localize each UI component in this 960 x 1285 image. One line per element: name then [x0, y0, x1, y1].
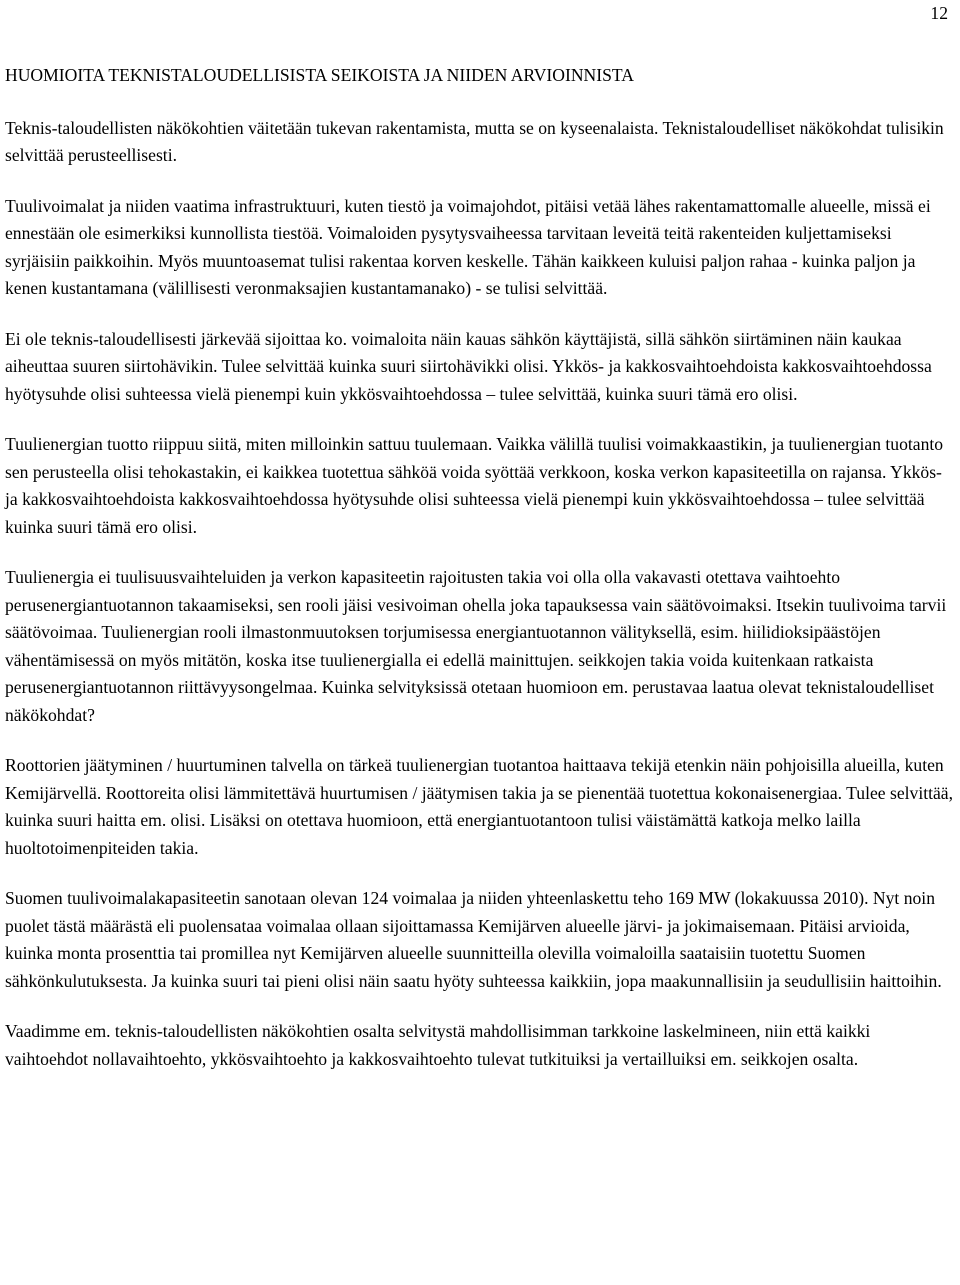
paragraph-rotor-icing: Roottorien jäätyminen / huurtuminen talvella on tärkeä tuulienergian tuotantoa haittaava tekijä etenkin näin pohjoisilla alueilla, kuten Kemijärvellä. Roottoreita olisi lämmitettävä huurtumisen / jäätymisen takia ja se pienentää tuotettua kokonaisenergiaa. Tulee selvittää, kuinka suuri haitta em. olisi. Lisäksi on otettava huomioon, että energiantuotantoon tulisi väistämättä katkoja melko lailla huoltotoimenpiteiden takia. [5, 755, 954, 858]
paragraph-infrastructure: Tuulivoimalat ja niiden vaatima infrastruktuuri, kuten tiestö ja voimajohdot, pitäisi vetää lähes rakentamattomalle alueelle, missä ei ennestään ole esimerkiksi kunnollista tiestöä. Voimaloiden pysytysvaiheessa tarvitaan leveitä teitä rakenteiden kuljettamiseksi syrjäisiin paikkoihin. Myös muuntoasemat tulisi rakentaa korven keskelle. Tähän kaikkeen kuluisi paljon rahaa - kuinka paljon ja kenen kustantamana (välillisesti veronmaksajien kustantamanako) - se tulisi selvittää. [5, 195, 931, 298]
page-number: 12 [930, 3, 948, 23]
paragraph-wind-variability: Tuulienergian tuotto riippuu siitä, miten milloinkin sattuu tuulemaan. Vaikka välillä tuulisi voimakkaastikin, ja tuulienergian tuotanto sen perusteella olisi tehokastakin, ei kaikkea tuotettua sähköä voida syöttää verkkoon, koska verkon kapasiteetilla on rajansa. Ykkös- ja kakkosvaihtoehdoista kakkosvaihtoehdossa hyötysuhde olisi suhteessa vielä pienempi kuin ykkösvaihtoehdossa – tulee selvittää kuinka suuri tämä ero olisi. [5, 434, 944, 537]
paragraph-transmission-loss: Ei ole teknis-taloudellisesti järkevää sijoittaa ko. voimaloita näin kauas sähkön käyttäjistä, sillä sähkön siirtäminen näin kaukaa aiheuttaa suuren siirtohävikin. Tulee selvittää kuinka suuri siirtohävikki olisi. Ykkös- ja kakkosvaihtoehdoista kakkosvaihtoehdossa hyötysuhde olisi suhteessa vielä pienempi kuin ykkösvaihtoehdossa – tulee selvittää, kuinka suuri tämä ero olisi. [5, 328, 932, 404]
paragraph-capacity: Suomen tuulivoimalakapasiteetin sanotaan olevan 124 voimalaa ja niiden yhteenlaskettu teho 169 MW (lokakuussa 2010). Nyt noin puolet tästä määrästä eli puolensataa voimalaa ollaan sijoittamassa Kemijärven alueelle järvi- ja jokimaisemaan. Pitäisi arvioida, kuinka monta prosenttia tai promillea nyt Kemijärven alueelle suunnitteilla olevilla voimaloilla saataisiin tuotettu Suomen sähkönkulutuksesta. Ja kuinka suuri tai pieni olisi näin saatu hyöty suhteessa kaikkiin, jopa maakunnallisiin ja seudullisiin haittoihin. [5, 888, 942, 991]
document-body [5, 62, 957, 1095]
paragraph-base-energy: Tuulienergia ei tuulisuusvaihteluiden ja verkon kapasiteetin rajoitusten takia voi olla olla vakavasti otettava vaihtoehto perusenergiantuotannon takaamiseksi, sen rooli jäisi vesivoiman ohella joka tapauksessa vain säätövoimaksi. Itsekin tuulivoima tarvii säätövoimaa. Tuulienergian rooli ilmastonmuutoksen torjumisessa energiantuotannon välityksellä, esim. hiilidioksipäästöjen vähentämisessä on myös mitätön, koska itse tuulienergialla ei edellä mainittujen. seikkojen takia voida kuitenkaan ratkaista perusenergiantuotannon riittävyysongelmaa. Kuinka selvityksissä otetaan huomioon em. perustavaa laatua olevat teknistaloudelliset näkökohdat? [5, 567, 947, 725]
paragraph-intro: Teknis-taloudellisten näkökohtien väitetään tukevan rakentamista, mutta se on kyseenalaista. Teknistaloudelliset näkökohdat tulisikin selvittää perusteellisesti. [5, 117, 944, 165]
paragraph-demand: Vaadimme em. teknis-taloudellisten näkökohtien osalta selvitystä mahdollisimman tarkkoine laskelmineen, niin että kaikki vaihtoehdot nollavaihtoehto, ykkösvaihtoehto ja kakkosvaihtoehto tulevat tutkituiksi ja vertailluiksi em. seikkojen osalta. [5, 1021, 871, 1069]
section-heading: HUOMIOITA TEKNISTALOUDELLISISTA SEIKOISTA JA NIIDEN ARVIOINNISTA [5, 65, 634, 85]
